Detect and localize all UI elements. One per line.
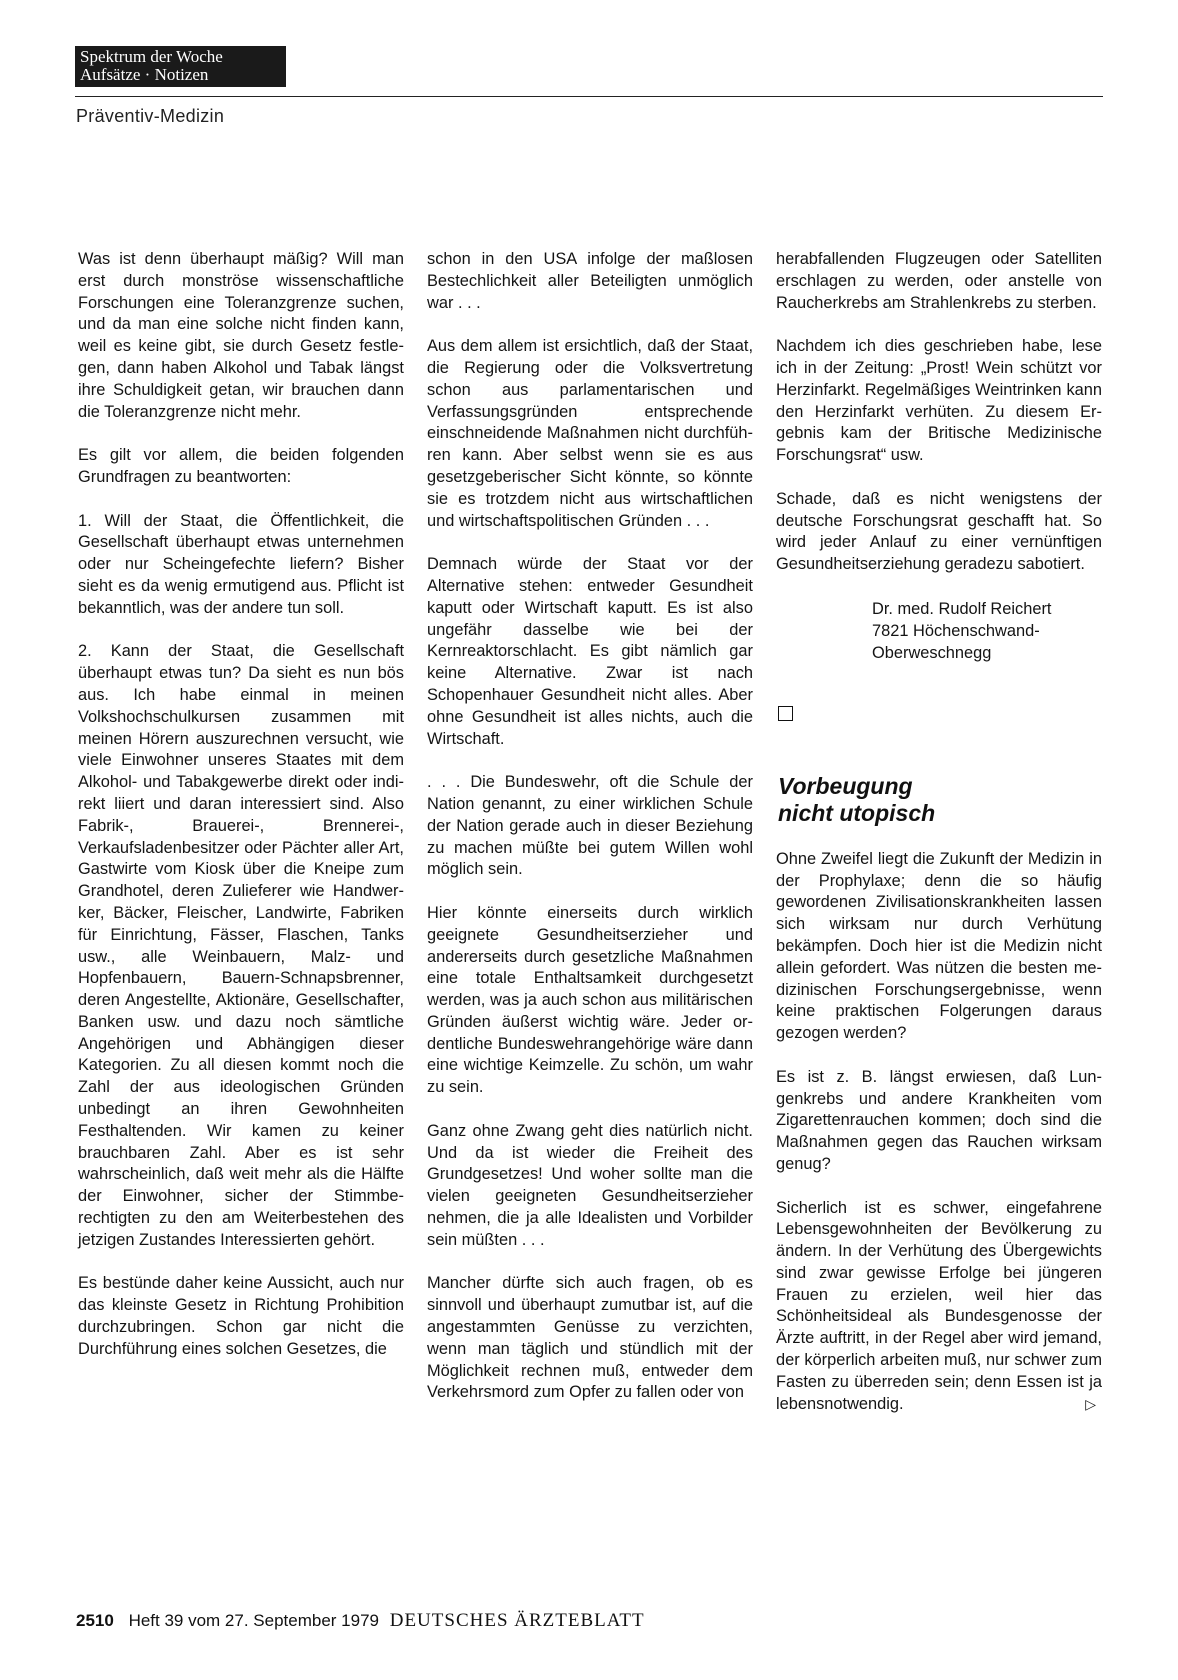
paragraph: Nachdem ich dies geschrieben habe, lese ich in der Zeitung: „Prost! Wein schützt vor Herzinfarkt. Regelmäßiges Weintrinken kann den Herzinfarkt verhüten. Zu diesem Ergebnis kam der Britische Medizinische Forschungsrat“ usw. [776, 337, 1102, 465]
author-address-line1: 7821 Höchenschwand- [872, 621, 1040, 640]
paragraph: . . . Die Bundeswehr, oft die Schule der Nation genannt, zu einer wirklichen Schule der Nation gerade auch in dieser Beziehung zu machen müßte bei gutem Willen wohl möglich sein. [427, 773, 753, 879]
section-label-line2: Aufsätze · Notizen [80, 65, 209, 84]
article-column-2 [427, 249, 753, 1426]
paragraph: Hier könnte einerseits durch wirklich geeignete Gesundheitserzieher und andererseits durch gesetzliche Maßnahmen eine totale Enthaltsamkeit durchgesetzt werden, was ja auch schon aus militärischen Gründen äußerst wichtig wäre. Jeder ordentliche Bundeswehrangehörige wäre dann eine wichtige Keimzelle. Zu schön, um wahr zu sein. [427, 903, 753, 1097]
paragraph: Demnach würde der Staat vor der Alternative stehen: entweder Gesundheit kaputt oder Wirtschaft kaputt. Es ist also ungefähr dasselbe wie bei der Kernreaktorschlacht. Es gibt nämlich gar keine Alternative. Zwar ist nach Schopenhauer Gesundheit nicht alles. Aber ohne Gesundheit ist alles nichts, auch die Wirtschaft. [427, 555, 753, 748]
paragraph: Ganz ohne Zwang geht dies natürlich nicht. Und da ist wieder die Freiheit des Grundgesetzes! Und woher sollte man die vielen geeigneten Gesundheitserzieher nehmen, die ja alle Idealisten und Vorbilder sein müßten . . . [427, 1121, 753, 1249]
paragraph: Mancher dürfte sich auch fragen, ob es sinnvoll und überhaupt zumutbar ist, auf die angestammten Genüsse zu verzichten, wenn man täglich und stündlich mit der Möglichkeit rechnen muß, entweder dem Verkehrsmord zum Opfer zu fallen oder von [427, 1274, 753, 1402]
paragraph-last [776, 1198, 1102, 1416]
article-column-1 [78, 249, 404, 1382]
page-number: 2510 [76, 1611, 114, 1630]
paragraph: herabfallenden Flugzeugen oder Satelliten erschlagen zu werden, oder anstelle von Raucherkrebs am Strahlenkrebs zu sterben. [776, 250, 1102, 312]
paragraph: Es bestünde daher keine Aussicht, auch nur das kleinste Gesetz in Richtung Prohibition durchzubringen. Schon gar nicht die Durchführung eines solchen Gesetzes, die [78, 1274, 404, 1358]
continue-arrow-icon: ▷ [1085, 1395, 1096, 1412]
author-name: Dr. med. Rudolf Reichert [872, 599, 1052, 618]
subheading-line1: Vorbeugung [778, 772, 913, 799]
section-label [75, 46, 286, 87]
end-of-article-box [778, 706, 793, 721]
paragraph: Es gilt vor allem, die beiden folgenden Grundfragen zu beantworten: [78, 446, 404, 486]
paragraph-text: Sicherlich ist es schwer, eingefahrene Lebensgewohnheiten der Bevölkerung zu ändern. In der Verhütung des Übergewichts sind zwar gewisse Erfolge bei jüngeren Frauen zu erzielen, weil hier das Schönheitsideal als Bundesgenosse der Ärzte auftritt, in der Regel aber wird jemand, der körperlich arbeiten muß, nur schwer zum Fasten zu überreden sein; denn Essen ist ja lebensnotwendig. [776, 1198, 1102, 1413]
paragraph: Was ist denn überhaupt mäßig? Will man erst durch monströse wissenschaftliche Forschungen eine Toleranzgrenze suchen, und da man eine solche nicht finden kann, weil es keine gibt, sie durch Gesetz festlegen, dann haben Alkohol und Tabak längst ihre Schuldigkeit getan, wir brauchen dann die Toleranzgrenze nicht mehr. [78, 250, 404, 421]
paragraph: Schade, daß es nicht wenigstens der deutsche Forschungsrat geschafft hat. So wird jeder Anlauf zu einer vernünftigen Gesundheitserziehung geradezu sabotiert. [776, 489, 1102, 574]
paragraph: 1. Will der Staat, die Öffentlichkeit, die Gesellschaft überhaupt etwas unternehmen oder nur Scheingefechte liefern? Bisher sieht es da wenig ermutigend aus. Pflicht ist bekanntlich, was der andere tun soll. [78, 511, 404, 617]
article-column-3 [776, 249, 1102, 1415]
issue-info: Heft 39 vom 27. September 1979 [128, 1611, 379, 1630]
paragraph: Aus dem allem ist ersichtlich, daß der Staat, die Regierung oder die Volksvertretung schon aus parlamentarischen und Verfassungsgründen entsprechende einschneidende Maßnahmen nicht durchführen kann. Aber selbst wenn sie es aus gesetzgeberischer Sicht könnte, so könnte sie es trotzdem nicht aus wirtschaftlichen und wirtschaftspolitischen Gründen . . . [427, 337, 753, 530]
section-label-line1: Spektrum der Woche [80, 47, 223, 66]
paragraph: Es ist z. B. längst erwiesen, daß Lungenkrebs und andere Krankheiten vom Zigarettenrauchen kommen; doch sind die Maßnahmen gegen das Rauchen wirksam genug? [776, 1067, 1102, 1173]
journal-name: DEUTSCHES ÄRZTEBLATT [389, 1610, 645, 1631]
author-address-line2: Oberweschnegg [872, 643, 992, 662]
rubric-title: Präventiv-Medizin [76, 106, 225, 126]
header-rule [75, 96, 1103, 97]
article-subheading [778, 773, 1102, 827]
page-footer [76, 1610, 645, 1632]
subheading-line2: nicht utopisch [778, 799, 936, 826]
paragraph: Ohne Zweifel liegt die Zukunft der Medizin in der Prophylaxe; denn die so häufig gewordenen Zivilisationskrankheiten lassen sich wirksam nur durch Verhütung bekämpfen. Doch hier ist die Medizin nicht allein gefordert. Was nützen die besten medizinischen Forschungsergebnisse, wenn keine praktischen Folgerungen daraus gezogen werden? [776, 849, 1102, 1043]
paragraph: 2. Kann der Staat, die Gesellschaft überhaupt etwas tun? Da sieht es nun bös aus. Ich habe einmal in meinen Volkshochschulkursen zusammen mit meinen Hörern auszurechnen versucht, wie viele Einwohner unseres Staates mit dem Alkohol- und Tabakgewerbe direkt oder indirekt liiert und daran interessiert sind. Also Fabrik-, Brauerei-, Brennerei-, Verkaufsladenbesitzer oder Pächter aller Art, Gastwirte vom Kiosk über die Kneipe zum Grandhotel, deren Zulieferer wie Handwerker, Bäcker, Fleischer, Landwirte, Fabriken für Einrichtung, Fässer, Flaschen, Tanks usw., alle Weinbauern, Malz- und Hopfenbauern, Bauern-Schnapsbrenner, deren Angestellte, Aktionäre, Gesellschafter, Banken usw. und dazu noch sämtliche Angehörigen und Abhängigen dieser Kategorien. Zu all diesen kommt noch die Zahl der aus ideologischen Gründen unbedingt an ihren Gewohnheiten Festhaltenden. Wir kamen zu keiner brauchbaren Zahl. Aber es ist sehr wahrscheinlich, daß weit mehr als die Hälfte der Einwohner, sicher der Stimmberechtigten zu den am Weiterbestehen des jetzigen Zustandes Interessierten gehört. [78, 642, 404, 1249]
paragraph: schon in den USA infolge der maßlosen Bestechlichkeit aller Beteiligten unmöglich war . . . [427, 250, 753, 312]
author-signature [872, 598, 1102, 664]
